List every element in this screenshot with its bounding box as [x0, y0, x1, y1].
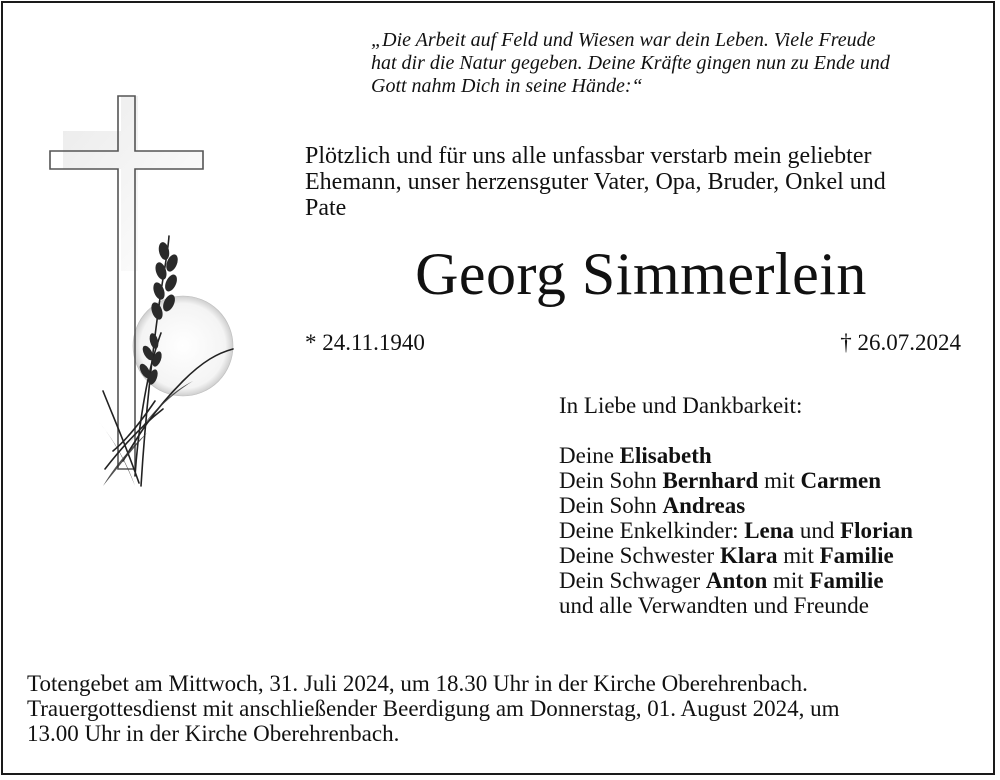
mourner-text: Deine Schwester: [559, 543, 720, 568]
mourner-entry: [559, 518, 989, 543]
quote-line: Gott nahm Dich in seine Hände:“: [371, 75, 643, 97]
mourner-name: Anton: [705, 568, 768, 593]
announcement-line: Pate: [305, 195, 347, 221]
mourner-entry: [559, 543, 989, 568]
mourner-entry: [559, 443, 989, 468]
quote-line: hat dir die Natur gegeben. Deine Kräfte gingen nun zu Ende und: [371, 52, 890, 74]
mourner-text: mit: [767, 568, 810, 593]
mourner-text: und alle Verwandten und Freunde: [559, 593, 869, 618]
mourner-text: Deine: [559, 443, 620, 468]
mourners-heading: In Liebe und Dankbarkeit:: [559, 393, 803, 418]
mourner-text: mit: [758, 468, 801, 493]
mourner-text: und: [794, 518, 841, 543]
mourner-name: Familie: [819, 543, 894, 568]
quote-verse: [371, 29, 981, 98]
birth-date: * 24.11.1940: [305, 330, 425, 355]
mourner-name: Bernhard: [662, 468, 759, 493]
mourner-name: Familie: [809, 568, 884, 593]
service-line: Trauergottesdienst mit anschließender Beerdigung am Donnerstag, 01. August 2024, um: [27, 696, 840, 721]
mourners-list: [559, 393, 989, 618]
service-line: Totengebet am Mittwoch, 31. Juli 2024, um 18.30 Uhr in der Kirche Oberehrenbach.: [27, 671, 808, 696]
announcement-line: Plötzlich und für uns alle unfassbar verstarb mein geliebter: [305, 143, 872, 169]
mourner-entry: [559, 468, 989, 493]
mourner-text: Dein Sohn: [559, 493, 663, 518]
cross-with-wheat-icon: [43, 91, 293, 501]
service-details: [27, 671, 987, 746]
mourner-name: Lena: [744, 518, 795, 543]
mourner-text: Dein Schwager: [559, 568, 706, 593]
mourner-name: Klara: [719, 543, 778, 568]
mourner-name: Elisabeth: [619, 443, 712, 468]
quote-line: „Die Arbeit auf Feld und Wiesen war dein Leben. Viele Freude: [371, 29, 876, 51]
mourner-name: Andreas: [662, 493, 746, 518]
deceased-name: Georg Simmerlein: [415, 241, 867, 307]
mourner-text: Deine Enkelkinder:: [559, 518, 745, 543]
mourner-text: mit: [777, 543, 820, 568]
mourner-name: Florian: [840, 518, 913, 543]
mourner-entry: [559, 593, 989, 618]
mourner-text: Dein Sohn: [559, 468, 663, 493]
obituary-card: [1, 1, 995, 775]
mourner-name: Carmen: [800, 468, 881, 493]
death-date: † 26.07.2024: [840, 330, 961, 355]
mourner-entry: [559, 568, 989, 593]
mourner-entry: [559, 493, 989, 518]
service-line: 13.00 Uhr in der Kirche Oberehrenbach.: [27, 721, 400, 746]
announcement-text: [305, 143, 985, 221]
announcement-line: Ehemann, unser herzensguter Vater, Opa, Bruder, Onkel und: [305, 169, 886, 195]
